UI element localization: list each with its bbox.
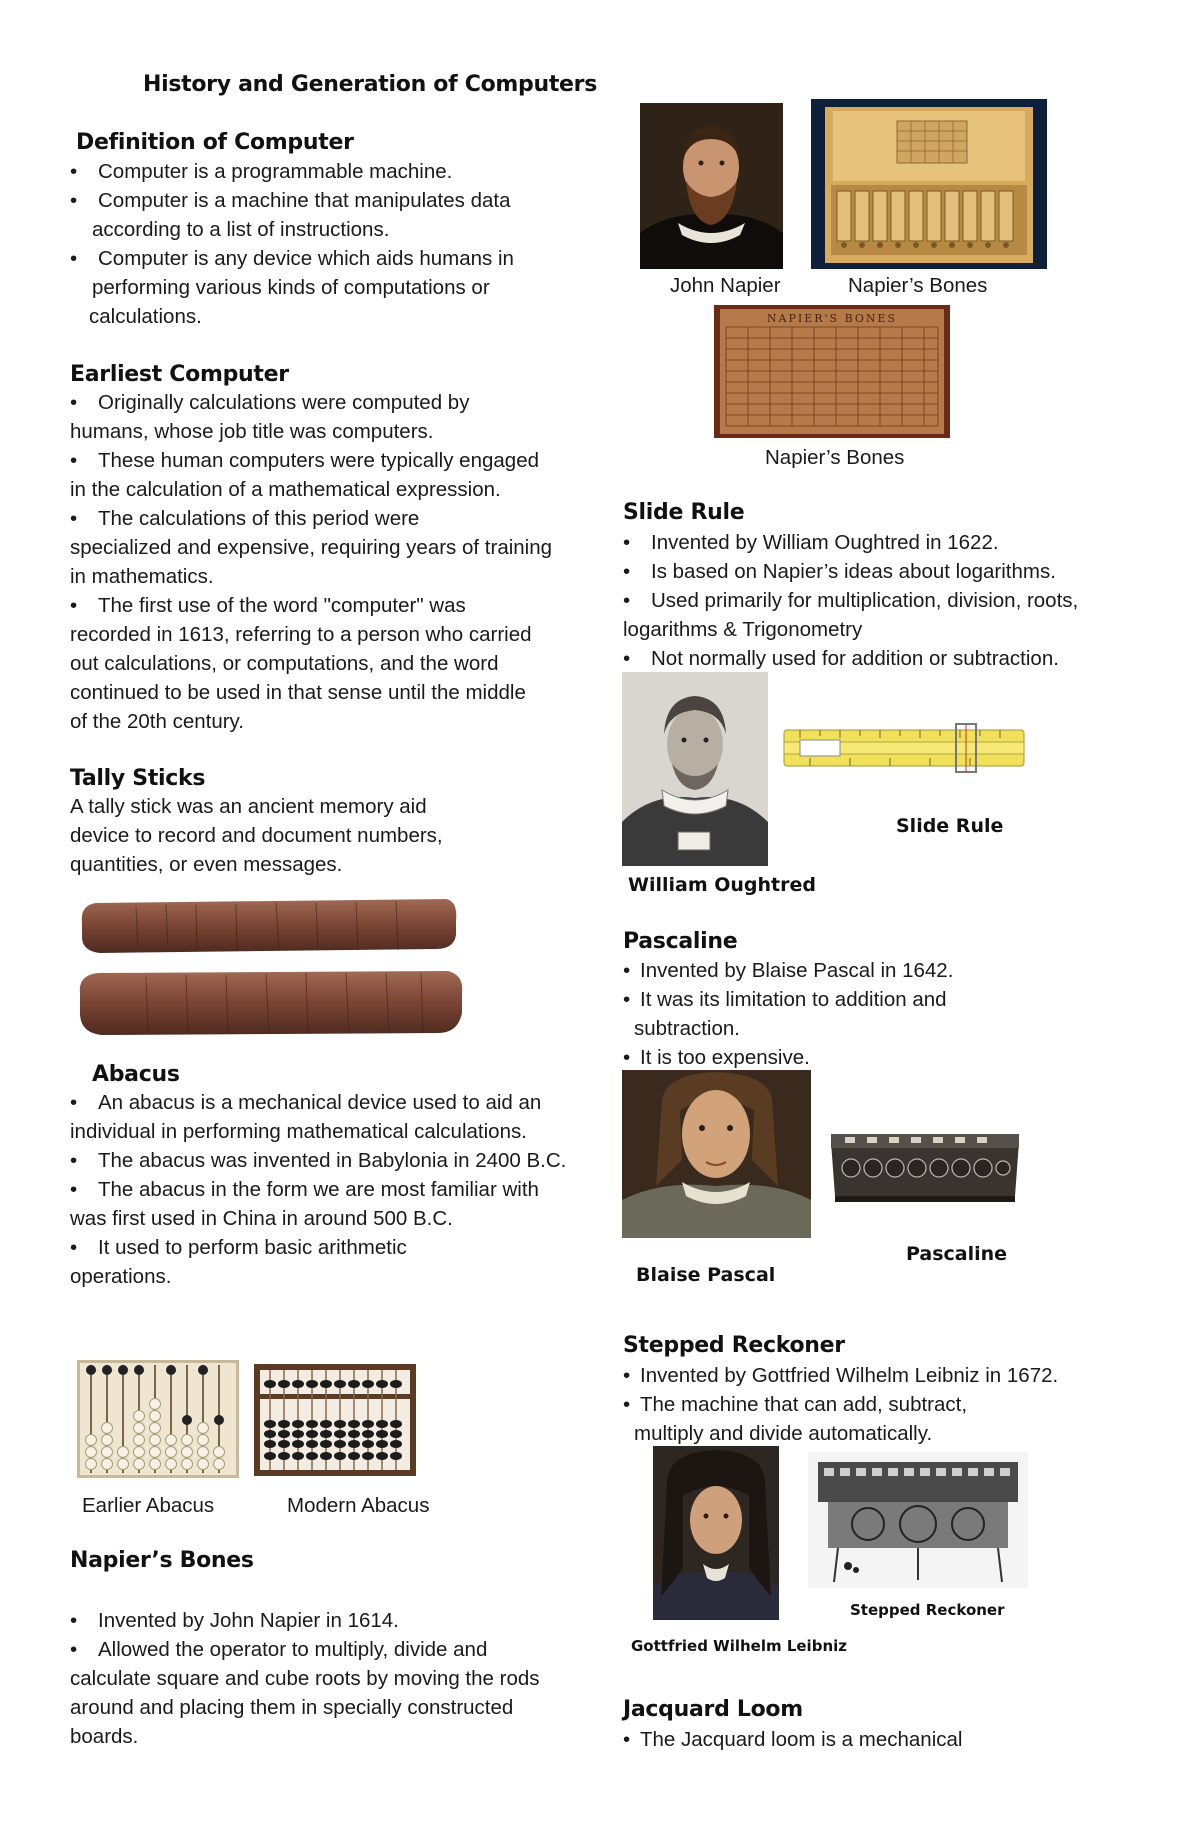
william-oughtred-caption: William Oughtred <box>628 874 816 896</box>
slide-rule-heading: Slide Rule <box>623 500 745 525</box>
leibniz-caption: Gottfried Wilhelm Leibniz <box>631 1637 847 1655</box>
napiers-bones-caption-2: Napier’s Bones <box>765 446 905 469</box>
list-item: • It is too expensive. <box>623 1043 953 1072</box>
stepped-heading: Stepped Reckoner <box>623 1333 845 1358</box>
list-item-continuation: subtraction. <box>634 1017 740 1040</box>
bullet-icon: • <box>623 1393 631 1416</box>
list-item: • Invented by Gottfried Wilhelm Leibniz in 1672. <box>623 1361 1058 1390</box>
bullet-icon: • <box>70 189 78 212</box>
document-title: History and Generation of Computers <box>143 72 598 97</box>
list-item-continuation: continued to be used in that sense until the middle <box>70 681 526 704</box>
list-item-continuation: operations. <box>70 1265 172 1288</box>
bullet-icon: • <box>70 1149 78 1172</box>
tally-sticks-image <box>76 893 466 1043</box>
bullet-icon: • <box>70 1609 78 1632</box>
list-item: • The abacus in the form we are most familiar with <box>70 1175 566 1204</box>
jacquard-list <box>623 1725 962 1754</box>
list-item-continuation: according to a list of instructions. <box>92 218 390 241</box>
bullet-icon: • <box>70 391 78 414</box>
bullet-icon: • <box>70 1091 78 1114</box>
text-line: A tally stick was an ancient memory aid <box>70 795 427 818</box>
john-napier-portrait <box>640 103 783 269</box>
list-item: • Invented by Blaise Pascal in 1642. <box>623 956 953 985</box>
bullet-icon: • <box>70 160 78 183</box>
list-item-continuation: in the calculation of a mathematical expression. <box>70 478 501 501</box>
tally-heading: Tally Sticks <box>70 766 206 791</box>
list-item: • Computer is a programmable machine. <box>70 157 514 186</box>
bullet-icon: • <box>70 1178 78 1201</box>
list-item: • Used primarily for multiplication, division, roots, <box>623 586 1078 615</box>
list-item: • Not normally used for addition or subtraction. <box>623 644 1078 673</box>
earliest-heading: Earliest Computer <box>70 362 289 387</box>
list-item-continuation: multiply and divide automatically. <box>634 1422 933 1445</box>
list-item-continuation: performing various kinds of computations or <box>92 276 490 299</box>
bullet-icon: • <box>623 531 631 554</box>
napiers-bones-caption-1: Napier’s Bones <box>848 274 988 297</box>
pascaline-list <box>623 956 953 1072</box>
napier-list <box>70 1606 540 1751</box>
earlier-abacus-image <box>77 1360 239 1478</box>
list-item-continuation: boards. <box>70 1725 139 1748</box>
bullet-icon: • <box>70 507 78 530</box>
napier-heading: Napier’s Bones <box>70 1548 254 1573</box>
list-item-continuation: individual in performing mathematical calculations. <box>70 1120 527 1143</box>
list-item: • An abacus is a mechanical device used to aid an <box>70 1088 566 1117</box>
list-item: • Invented by William Oughtred in 1622. <box>623 528 1078 557</box>
earlier-abacus-caption: Earlier Abacus <box>82 1494 215 1517</box>
leibniz-portrait <box>653 1446 779 1620</box>
list-item: • Allowed the operator to multiply, divide and <box>70 1635 540 1664</box>
list-item: • Computer is any device which aids humans in <box>70 244 514 273</box>
list-item: • The abacus was invented in Babylonia in 2400 B.C. <box>70 1146 566 1175</box>
bullet-icon: • <box>623 988 631 1011</box>
bullet-icon: • <box>70 1638 78 1661</box>
pascaline-heading: Pascaline <box>623 929 738 954</box>
modern-abacus-caption: Modern Abacus <box>287 1494 430 1517</box>
napiers-bones-board-image <box>714 305 950 438</box>
list-item: • Originally calculations were computed by <box>70 388 552 417</box>
earliest-list <box>70 388 552 736</box>
list-item: • The machine that can add, subtract, <box>623 1390 1058 1419</box>
abacus-list <box>70 1088 566 1291</box>
abacus-heading: Abacus <box>92 1062 180 1087</box>
list-item: • Invented by John Napier in 1614. <box>70 1606 540 1635</box>
list-item: • The first use of the word "computer" was <box>70 591 552 620</box>
bullet-icon: • <box>70 449 78 472</box>
slide-rule-caption: Slide Rule <box>896 815 1004 837</box>
list-item-continuation: out calculations, or computations, and the word <box>70 652 499 675</box>
tally-text <box>70 792 443 879</box>
list-item-continuation: humans, whose job title was computers. <box>70 420 434 443</box>
list-item-continuation: in mathematics. <box>70 565 214 588</box>
bullet-icon: • <box>623 1046 631 1069</box>
bullet-icon: • <box>623 1728 631 1751</box>
bullet-icon: • <box>623 959 631 982</box>
pascaline-caption: Pascaline <box>906 1243 1008 1265</box>
list-item-continuation: recorded in 1613, referring to a person who carried <box>70 623 532 646</box>
bullet-icon: • <box>623 1364 631 1387</box>
john-napier-caption: John Napier <box>670 274 781 297</box>
bullet-icon: • <box>70 594 78 617</box>
text-line: device to record and document numbers, <box>70 824 443 847</box>
stepped-list <box>623 1361 1058 1448</box>
list-item-continuation: calculations. <box>89 305 202 328</box>
list-item: • The calculations of this period were <box>70 504 552 533</box>
bullet-icon: • <box>623 560 631 583</box>
pascaline-machine-image <box>825 1122 1025 1208</box>
definition-list <box>70 157 514 331</box>
list-item-continuation: was first used in China in around 500 B.C. <box>70 1207 453 1230</box>
list-item-continuation: calculate square and cube roots by moving the rods <box>70 1667 540 1690</box>
slide-rule-image <box>780 720 1030 776</box>
list-item-continuation: around and placing them in specially constructed <box>70 1696 514 1719</box>
stepped-reckoner-image <box>808 1452 1028 1588</box>
slide-rule-list <box>623 528 1078 673</box>
list-item: • It was its limitation to addition and <box>623 985 953 1014</box>
bullet-icon: • <box>623 647 631 670</box>
napiers-bones-box-image <box>811 99 1047 269</box>
jacquard-heading: Jacquard Loom <box>623 1697 803 1722</box>
stepped-reckoner-caption: Stepped Reckoner <box>850 1601 1005 1619</box>
list-item: • The Jacquard loom is a mechanical <box>623 1725 962 1754</box>
bullet-icon: • <box>70 247 78 270</box>
william-oughtred-portrait <box>622 672 768 866</box>
board-label: NAPIER'S BONES <box>766 312 898 325</box>
bullet-icon: • <box>70 1236 78 1259</box>
modern-abacus-image <box>254 1364 416 1476</box>
list-item: • Computer is a machine that manipulates data <box>70 186 514 215</box>
blaise-pascal-caption: Blaise Pascal <box>636 1264 776 1286</box>
bullet-icon: • <box>623 589 631 612</box>
blaise-pascal-portrait <box>622 1070 811 1238</box>
list-item-continuation: of the 20th century. <box>70 710 244 733</box>
text-line: quantities, or even messages. <box>70 853 343 876</box>
list-item: • It used to perform basic arithmetic <box>70 1233 566 1262</box>
definition-heading: Definition of Computer <box>76 130 354 155</box>
list-item: • These human computers were typically engaged <box>70 446 552 475</box>
list-item: • Is based on Napier’s ideas about logarithms. <box>623 557 1078 586</box>
list-item-continuation: logarithms & Trigonometry <box>623 618 863 641</box>
list-item-continuation: specialized and expensive, requiring years of training <box>70 536 553 559</box>
